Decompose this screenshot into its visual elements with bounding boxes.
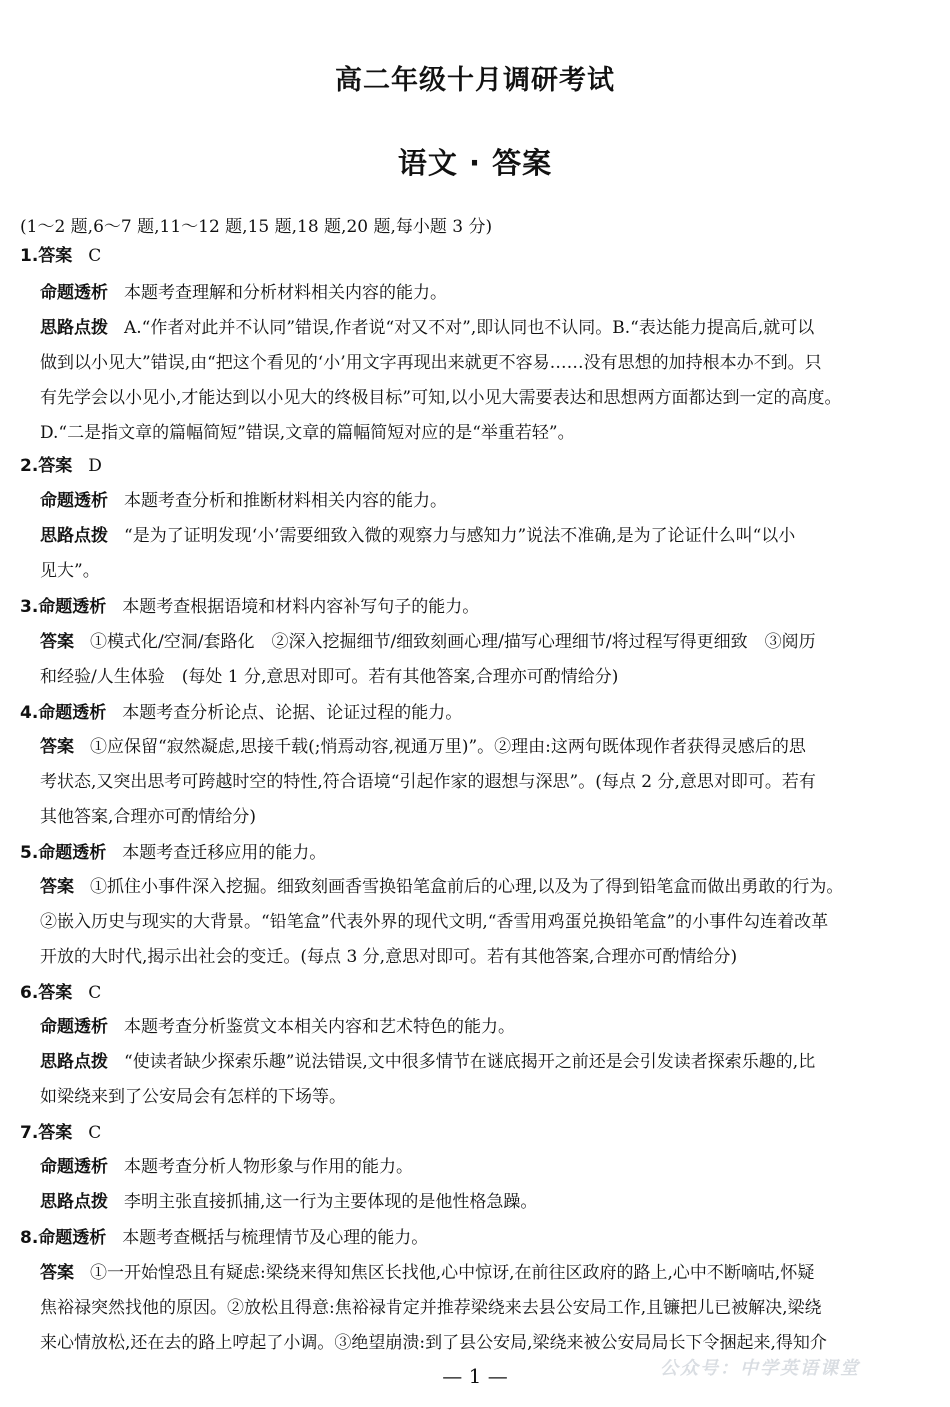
page-title: 高二年级十月调研考试 (335, 65, 615, 96)
q6-hint-row (40, 1051, 815, 1073)
q5-analysis-text: 本题考查迁移应用的能力。 (122, 843, 327, 863)
q6-analysis-label: 命题透析 (40, 1017, 108, 1037)
q7-analysis-text: 本题考查分析人物形象与作用的能力。 (124, 1157, 413, 1177)
q8-number: 8. (20, 1228, 39, 1248)
q6-hint-label: 思路点拨 (40, 1052, 108, 1072)
q8-analysis-row (20, 1227, 428, 1249)
q6-hint-line-1: “使读者缺少探索乐趣”说法错误,文中很多情节在谜底揭开之前还是会引发读者探索乐趣的,比 (124, 1052, 816, 1072)
q1-hint-label: 思路点拨 (40, 318, 108, 338)
q8-answer-line-1: ①一开始惶恐且有疑虑:梁绕来得知焦区长找他,心中惊讶,在前往区政府的路上,心中不断嘀咕,怀疑 (90, 1263, 815, 1283)
q1-hint-line-3: 有先学会以小见小,才能达到以小见大的终极目标”可知,以小见大需要表达和思想两方面都达到一定的高度。 (40, 388, 842, 408)
q2-analysis-label: 命题透析 (40, 491, 108, 511)
q3-answer-label: 答案 (40, 632, 74, 652)
scoring-note: (1～2 题,6～7 题,11～12 题,15 题,18 题,20 题,每小题 3 分) (20, 217, 493, 237)
q5-answer-line-3: 开放的大时代,揭示出社会的变迁。(每点 3 分,意思对即可。若有其他答案,合理亦可酌情给分) (40, 947, 738, 967)
q1-answer-label: 答案 (38, 246, 73, 266)
page-subtitle: 语文 · 答案 (397, 146, 553, 180)
q2-answer-label: 答案 (38, 456, 73, 476)
q5-analysis-row (20, 842, 326, 864)
q1-analysis-row (40, 282, 447, 304)
q7-hint-line-1: 李明主张直接抓捕,这一行为主要体现的是他性格急躁。 (124, 1192, 538, 1212)
q4-answer-row (40, 736, 806, 758)
q1-hint-row (40, 317, 814, 339)
q6-analysis-row (40, 1016, 515, 1038)
q2-answer-value: D (88, 456, 102, 476)
page-number: — 1 — (442, 1364, 508, 1388)
q4-answer-line-2: 考状态,又突出思考可跨越时空的特性,符合语境“引起作家的遐想与深思”。(每点 2 分,意思对即可。若有 (40, 772, 816, 792)
q7-hint-label: 思路点拨 (40, 1192, 108, 1212)
q4-answer-line-1: ①应保留“寂然凝虑,思接千载(;悄焉动容,视通万里)”。②理由:这两句既体现作者获得灵感后的思 (90, 737, 806, 757)
q1-answer-value: C (88, 246, 102, 266)
q8-answer-line-2: 焦裕禄突然找他的原因。②放松且得意:焦裕禄肯定并推荐梁绕来去县公安局工作,且镰把儿已被解决,梁绕 (40, 1298, 822, 1318)
q7-answer-row (20, 1122, 101, 1144)
q3-answer-line-1: ①模式化/空洞/套路化 ②深入挖掘细节/细致刻画心理/描写心理细节/将过程写得更细致 ③阅历 (90, 632, 816, 652)
q2-hint-row (40, 525, 795, 547)
q3-analysis-text: 本题考查根据语境和材料内容补写句子的能力。 (122, 597, 480, 617)
q4-answer-line-3: 其他答案,合理亦可酌情给分) (40, 807, 257, 827)
q5-answer-line-2: ②嵌入历史与现实的大背景。“铅笔盒”代表外界的现代文明,“香雪用鸡蛋兑换铅笔盒”的小事件勾连着改革 (40, 912, 829, 932)
q4-answer-label: 答案 (40, 737, 74, 757)
q2-hint-label: 思路点拨 (40, 526, 108, 546)
q1-number: 1. (20, 246, 39, 266)
q1-hint-line-4: D.“二是指文章的篇幅简短”错误,文章的篇幅简短对应的是“举重若轻”。 (40, 423, 575, 443)
q2-analysis-row (40, 490, 447, 512)
watermark: 公众号：中学英语课堂 (660, 1358, 860, 1379)
q8-answer-row (40, 1262, 814, 1284)
q4-analysis-row (20, 702, 462, 724)
q8-answer-line-3: 来心情放松,还在去的路上哼起了小调。③绝望崩溃:到了县公安局,梁绕来被公安局局长下令捆起来,得知介 (40, 1333, 827, 1353)
q4-analysis-text: 本题考查分析论点、论据、论证过程的能力。 (122, 703, 463, 723)
q6-answer-row (20, 982, 101, 1004)
q2-analysis-text: 本题考查分析和推断材料相关内容的能力。 (124, 491, 447, 511)
q6-number: 6. (20, 983, 39, 1003)
q7-hint-row (40, 1191, 537, 1213)
q5-analysis-label: 命题透析 (38, 843, 107, 863)
q2-number: 2. (20, 456, 39, 476)
q3-analysis-label: 命题透析 (38, 597, 107, 617)
q2-hint-line-2: 见大”。 (40, 561, 100, 581)
q8-answer-label: 答案 (40, 1263, 74, 1283)
q3-analysis-row (20, 596, 479, 618)
q5-number: 5. (20, 843, 39, 863)
q1-analysis-text: 本题考查理解和分析材料相关内容的能力。 (124, 283, 447, 303)
q1-answer-row (20, 245, 101, 267)
q2-hint-line-1: “是为了证明发现‘小’需要细致入微的观察力与感知力”说法不准确,是为了论证什么叫“以小 (124, 526, 796, 546)
q1-hint-line-2: 做到以小见大”错误,由“把这个看见的‘小’用文字再现出来就更不容易……没有思想的加持根本办不到。只 (40, 353, 822, 373)
q7-answer-label: 答案 (38, 1123, 73, 1143)
q6-answer-label: 答案 (38, 983, 73, 1003)
q3-answer-line-2: 和经验/人生体验 (每处 1 分,意思对即可。若有其他答案,合理亦可酌情给分) (40, 667, 619, 687)
q3-answer-row (40, 631, 816, 653)
q6-hint-line-2: 如梁绕来到了公安局会有怎样的下场等。 (40, 1087, 346, 1107)
q6-analysis-text: 本题考查分析鉴赏文本相关内容和艺术特色的能力。 (124, 1017, 515, 1037)
q2-answer-row (20, 455, 102, 477)
q5-answer-row (40, 876, 843, 898)
q1-analysis-label: 命题透析 (40, 283, 108, 303)
q7-number: 7. (20, 1123, 39, 1143)
q4-analysis-label: 命题透析 (38, 703, 107, 723)
q7-answer-value: C (88, 1123, 102, 1143)
q6-answer-value: C (88, 983, 102, 1003)
q7-analysis-row (40, 1156, 413, 1178)
q1-hint-line-1: A.“作者对此并不认同”错误,作者说“对又不对”,即认同也不认同。B.“表达能力提高后,就可以 (124, 318, 815, 338)
q4-number: 4. (20, 703, 39, 723)
q7-analysis-label: 命题透析 (40, 1157, 108, 1177)
q3-number: 3. (20, 597, 39, 617)
q5-answer-line-1: ①抓住小事件深入挖掘。细致刻画香雪换铅笔盒前后的心理,以及为了得到铅笔盒而做出勇敢的行为。 (90, 877, 844, 897)
q5-answer-label: 答案 (40, 877, 74, 897)
q8-analysis-text: 本题考查概括与梳理情节及心理的能力。 (122, 1228, 429, 1248)
q8-analysis-label: 命题透析 (38, 1228, 107, 1248)
